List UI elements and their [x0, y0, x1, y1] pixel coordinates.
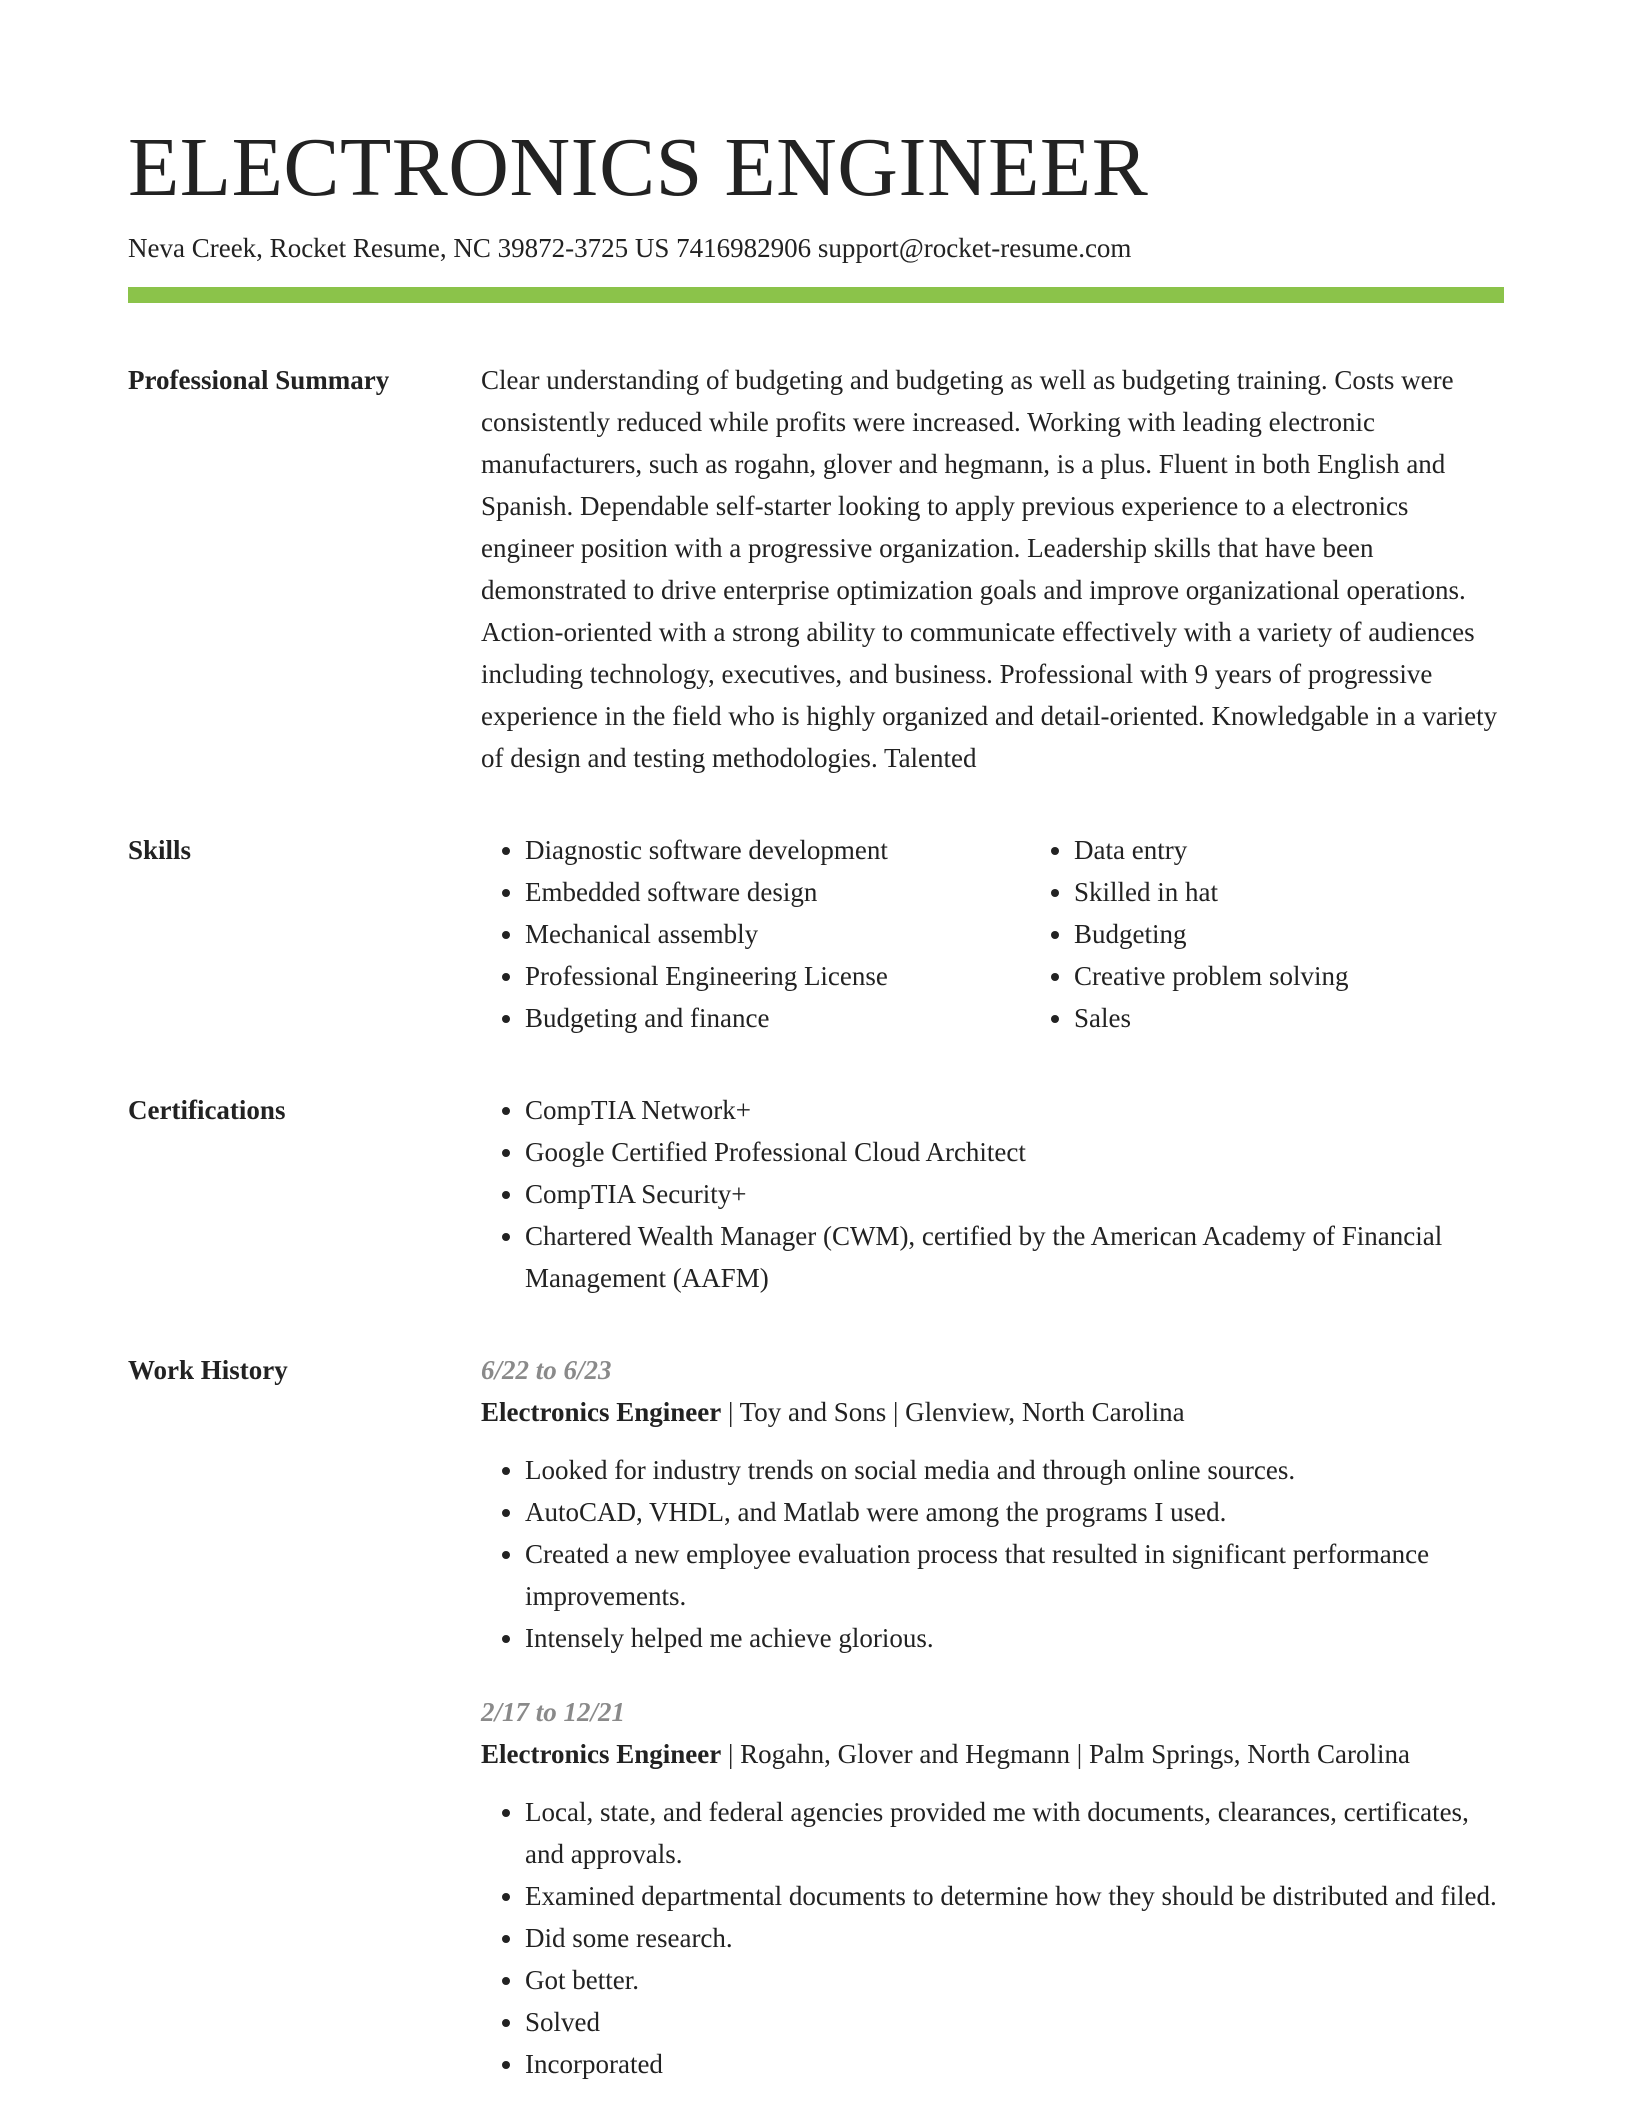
work-history-content [481, 1349, 1504, 2085]
skill-item: • Skilled in hat [1074, 871, 1504, 913]
job-header [481, 1733, 1504, 1775]
work-history-label: Work History [128, 1354, 288, 1385]
contact-line: Neva Creek, Rocket Resume, NC 39872-3725 US 7416982906 support@rocket-resume.com [128, 233, 1132, 264]
skill-item: • Budgeting [1074, 913, 1504, 955]
skill-item: • Creative problem solving [1074, 955, 1504, 997]
skills-list-left [481, 829, 1030, 1039]
skills-list-right [1030, 829, 1504, 1039]
accent-divider [128, 287, 1504, 303]
job-title: Electronics Engineer [481, 1738, 722, 1769]
job-bullet: • Intensely helped me achieve glorious. [525, 1617, 1504, 1659]
job-entry [481, 1349, 1504, 1659]
job-bullet: • Created a new employee evaluation process that resulted in significant performance improvements. [525, 1533, 1504, 1617]
job-bullet: • Local, state, and federal agencies provided me with documents, clearances, certificates, and approvals. [525, 1791, 1504, 1875]
job-bullets [481, 1449, 1504, 1659]
skill-item: • Data entry [1074, 829, 1504, 871]
summary-label: Professional Summary [128, 364, 390, 395]
job-bullet: • Got better. [525, 1959, 1504, 2001]
job-bullets [481, 1791, 1504, 2085]
work-history-section [128, 1349, 1504, 2085]
job-dates: 2/17 to 12/21 [481, 1696, 626, 1727]
skills-label: Skills [128, 834, 192, 865]
job-bullet: • Did some research. [525, 1917, 1504, 1959]
job-bullet: • Solved [525, 2001, 1504, 2043]
certification-item: • CompTIA Security+ [525, 1173, 1504, 1215]
certifications-content [481, 1089, 1504, 1299]
certifications-section [128, 1089, 1504, 1299]
summary-text: Clear understanding of budgeting and budgeting as well as budgeting training. Costs were consistently reduced while profits were increased. Working with leading electronic manufacturers, such as rogahn, glover and hegmann, is a plus. Fluent in both English and Spanish. Dependable self-starter looking to apply previous experience to a electronics engineer position with a progressive organization. Leadership skills that have been demonstrated to drive enterprise optimization goals and improve organizational operations. Action-oriented with a strong ability to communicate effectively with a variety of audiences including technology, executives, and business. Professional with 9 years of progressive experience in the field who is highly organized and detail-oriented. Knowledgable in a variety of design and testing methodologies. Talented [481, 364, 1498, 773]
job-header [481, 1391, 1504, 1433]
skill-item: • Budgeting and finance [525, 997, 1030, 1039]
skill-item: • Sales [1074, 997, 1504, 1039]
resume-name: ELECTRONICS ENGINEER [128, 121, 1149, 214]
certification-item: • Google Certified Professional Cloud Architect [525, 1131, 1504, 1173]
summary-content [481, 359, 1504, 779]
certifications-label: Certifications [128, 1094, 286, 1125]
skill-item: • Mechanical assembly [525, 913, 1030, 955]
skill-item: • Professional Engineering License [525, 955, 1030, 997]
skill-item: • Embedded software design [525, 871, 1030, 913]
certifications-list [481, 1089, 1504, 1299]
job-details: | Toy and Sons | Glenview, North Carolina [721, 1396, 1185, 1427]
skill-item: • Diagnostic software development [525, 829, 1030, 871]
job-bullet: • Looked for industry trends on social media and through online sources. [525, 1449, 1504, 1491]
certification-item: • CompTIA Network+ [525, 1089, 1504, 1131]
skills-section [128, 829, 1504, 1039]
summary-section [128, 359, 1504, 779]
job-entry [481, 1691, 1504, 2085]
skills-content [481, 829, 1504, 1039]
job-bullet: • Examined departmental documents to determine how they should be distributed and filed. [525, 1875, 1504, 1917]
job-bullet: • AutoCAD, VHDL, and Matlab were among the programs I used. [525, 1491, 1504, 1533]
job-bullet: • Incorporated [525, 2043, 1504, 2085]
certification-item: • Chartered Wealth Manager (CWM), certified by the American Academy of Financial Management (AAFM) [525, 1215, 1504, 1299]
job-title: Electronics Engineer [481, 1396, 722, 1427]
job-details: | Rogahn, Glover and Hegmann | Palm Springs, North Carolina [721, 1738, 1410, 1769]
job-dates: 6/22 to 6/23 [481, 1354, 612, 1385]
